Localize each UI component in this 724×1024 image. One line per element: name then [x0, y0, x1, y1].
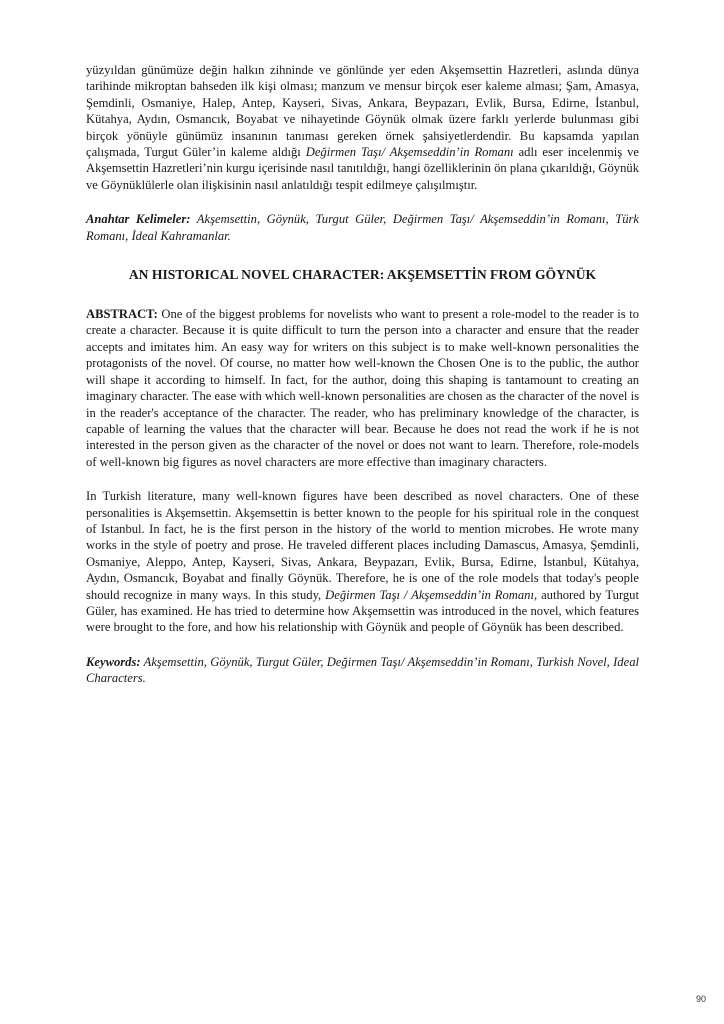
english-abstract-paragraph-2: [86, 488, 639, 636]
turkish-abstract-paragraph: [86, 62, 639, 193]
english-keywords: [86, 654, 639, 687]
english-work-title: Değirmen Taşı / Akşemseddin’in Romanı: [325, 587, 534, 602]
turkish-abstract-text-end: adlı eser incelenmiş ve Akşemsettin Hazretleri’nin kurgu içerisinde nasıl tanıtıldığı, hangi özelliklerinin ön plana çıkarıldığı, Göynük ve Göynüklülerle olan ilişkisinin nasıl anlatıldığı tespit edilmeye çalışılmıştır.: [86, 145, 639, 192]
page-number: 90: [695, 994, 706, 1004]
english-abstract-paragraph: [86, 306, 639, 470]
english-keywords-text: Akşemsettin, Göynük, Turgut Güler, Değirmen Taşı/ Akşemseddin’in Romanı, Turkish Novel, Ideal Characters.: [86, 654, 639, 686]
english-abstract-text-2: In Turkish literature, many well-known figures have been described as novel characters. One of these personalities is Akşemsettin. Akşemsettin is better known to the people for his spiritual role in the conquest of Istanbul. In fact, he is the first person in the history of the world to mention microbes. He wrote many works in the style of poetry and prose. He traveled different places including Damascus, Amasya, Şemdinli, Osmaniye, Aleppo, Antep, Kayseri, Sivas, Ankara, Beypazarı, Evlik, Bursa, Edirne, İstanbul, Kütahya, Aydın, Osmancık, Boyabat and finally Göynük. Therefore, he is one of the role models that today's people should recognize in many ways. In this study,: [86, 489, 639, 602]
english-abstract-text: One of the biggest problems for novelists who want to present a role-model to the reader is to create a character. Because it is quite difficult to turn the person into a character and ensure that the reader accepts and imitates him. An easy way for writers on this subject is to make well-known personalities the protagonists of the novel. Of course, no matter how well-known the Chosen One is to the public, the author will shape it according to himself. In fact, for the author, doing this shaping is tantamount to creating an imaginary character. The ease with which well-known personalities are chosen as the character of the novel is in the reader's acceptance of the character. The reader, who has preliminary knowledge of the character, is capable of learning the values that the character will bear. Because he does not read the work if he is not interested in the person given as the character of the novel or does not want to learn. Therefore, role-models of well-known big figures as novel characters are more effective than imaginary characters.: [86, 307, 639, 469]
page-body: [86, 62, 639, 687]
turkish-work-title: Değirmen Taşı/ Akşemseddin’in Romanı: [305, 145, 514, 160]
turkish-keywords-text: Akşemsettin, Göynük, Turgut Güler, Değirmen Taşı/ Akşemseddin’in Romanı, Türk Romanı, İdeal Kahramanlar.: [86, 212, 639, 243]
english-keywords-label: Keywords:: [86, 654, 141, 669]
english-title: AN HISTORICAL NOVEL CHARACTER: AKŞEMSETTİN FROM GÖYNÜK: [128, 267, 597, 283]
turkish-keywords-label: Anahtar Kelimeler:: [86, 212, 191, 227]
abstract-label: ABSTRACT:: [86, 307, 158, 322]
english-abstract-text-2-end: , authored by Turgut Güler, has examined. He has tried to determine how Akşemsettin was introduced in the novel, which features were brought to the fore, and how his relationship with Göynük and people of Göynük has been described.: [86, 587, 639, 635]
turkish-keywords: [86, 211, 639, 244]
turkish-abstract-text: yüzyıldan günümüze değin halkın zihninde ve gönlünde yer eden Akşemsettin Hazretleri, aslında dünya tarihinde mikroptan bahseden ilk kişi olması; manzum ve mensur birçok eser kaleme alması; Şam, Amasya, Şemdinli, Osmaniye, Halep, Antep, Kayseri, Sivas, Ankara, Beypazarı, Evlik, Bursa, Edirne, İstanbul, Kütahya, Aydın, Osmancık, Boyabat ve nihayetinde Göynük olmak üzere farklı yerlerde bulunması gibi birçok yönüyle günümüz insanının tanıması gereken örnek şahsiyetlerdendir. Bu kapsamda yapılan çalışmada, Turgut Güler’in kaleme aldığı: [86, 63, 639, 160]
